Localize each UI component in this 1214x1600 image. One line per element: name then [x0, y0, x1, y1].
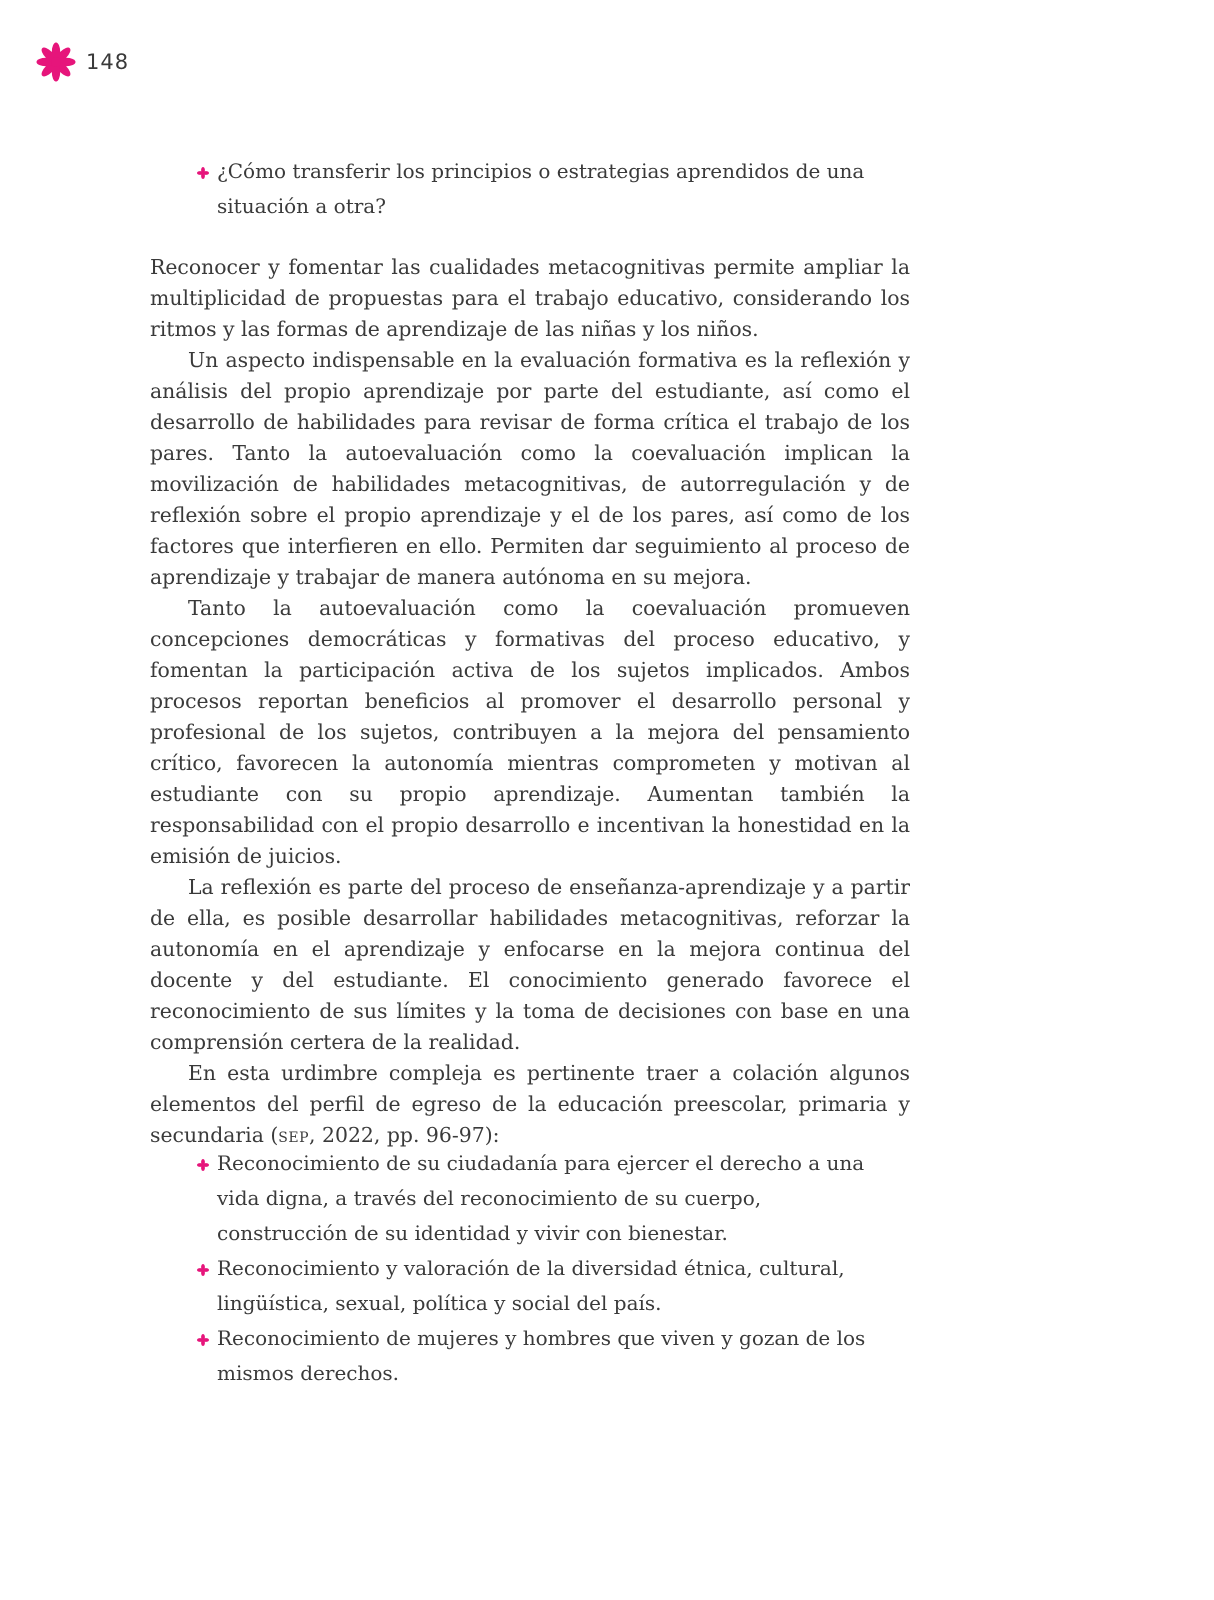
list-item	[197, 1146, 867, 1251]
list-item-text: Reconocimiento y valoración de la diversidad étnica, cultural, lingüística, sexual, política y social del país.	[217, 1256, 845, 1315]
pink-cross-bullet-icon	[197, 1334, 209, 1346]
list-item-text: Reconocimiento de su ciudadanía para ejercer el derecho a una vida digna, a través del reconocimiento de su cuerpo, construcción de su identidad y vivir con bienestar.	[217, 1151, 865, 1245]
list-item-text: ¿Cómo transferir los principios o estrategias aprendidos de una situación a otra?	[217, 159, 865, 218]
citation-sep: sep	[278, 1123, 310, 1147]
paragraph: La reflexión es parte del proceso de enseñanza-aprendizaje y a partir de ella, es posible desarrollar habilidades metacognitivas, reforzar la autonomía en el aprendizaje y enfocarse en la mejora continua del docente y del estudiante. El conocimiento generado favorece el reconocimiento de sus límites y la toma de decisiones con base en una comprensión certera de la realidad.	[150, 875, 910, 1054]
citation-reference: , 2022, pp. 96-97):	[309, 1123, 500, 1147]
page-number: 148	[86, 50, 130, 74]
pink-asterisk-icon	[36, 42, 76, 82]
pink-cross-bullet-icon	[197, 1159, 209, 1171]
list-item	[197, 154, 927, 224]
pink-cross-bullet-icon	[197, 1264, 209, 1276]
paragraph: Reconocer y fomentar las cualidades metacognitivas permite ampliar la multiplicidad de propuestas para el trabajo educativo, considerando los ritmos y las formas de aprendizaje de las niñas y los niños.	[150, 255, 910, 341]
list-item	[197, 1321, 867, 1391]
main-text	[150, 252, 910, 1151]
paragraph-citation	[150, 1058, 910, 1151]
list-item-text: Reconocimiento de mujeres y hombres que viven y gozan de los mismos derechos.	[217, 1326, 866, 1385]
paragraph: Tanto la autoevaluación como la coevaluación promueven concepciones democráticas y formativas del proceso educativo, y fomentan la participación activa de los sujetos implicados. Ambos procesos reportan beneficios al promover el desarrollo personal y profesional de los sujetos, contribuyen a la mejora del pensamiento crítico, favorecen la autonomía mientras comprometen y motivan al estudiante con su propio aprendizaje. Aumentan también la responsabilidad con el propio desarrollo e incentivan la honestidad en la emisión de juicios.	[150, 596, 910, 868]
list-item	[197, 1251, 867, 1321]
pink-cross-bullet-icon	[197, 167, 209, 179]
bullet-list-top	[197, 154, 927, 224]
bullet-list-bottom	[197, 1146, 867, 1391]
paragraph-text: En esta urdimbre compleja es pertinente traer a colación algunos elementos del perfil de egreso de la educación preescolar, primaria y secundaria (	[150, 1061, 910, 1147]
paragraph: Un aspecto indispensable en la evaluación formativa es la reflexión y análisis del propio aprendizaje por parte del estudiante, así como el desarrollo de habilidades para revisar de forma crítica el trabajo de los pares. Tanto la autoevaluación como la coevaluación implican la movilización de habilidades metacognitivas, de autorregulación y de reflexión sobre el propio aprendizaje y el de los pares, así como de los factores que interfieren en ello. Permiten dar seguimiento al proceso de aprendizaje y trabajar de manera autónoma en su mejora.	[150, 348, 910, 589]
page-header	[36, 42, 129, 82]
